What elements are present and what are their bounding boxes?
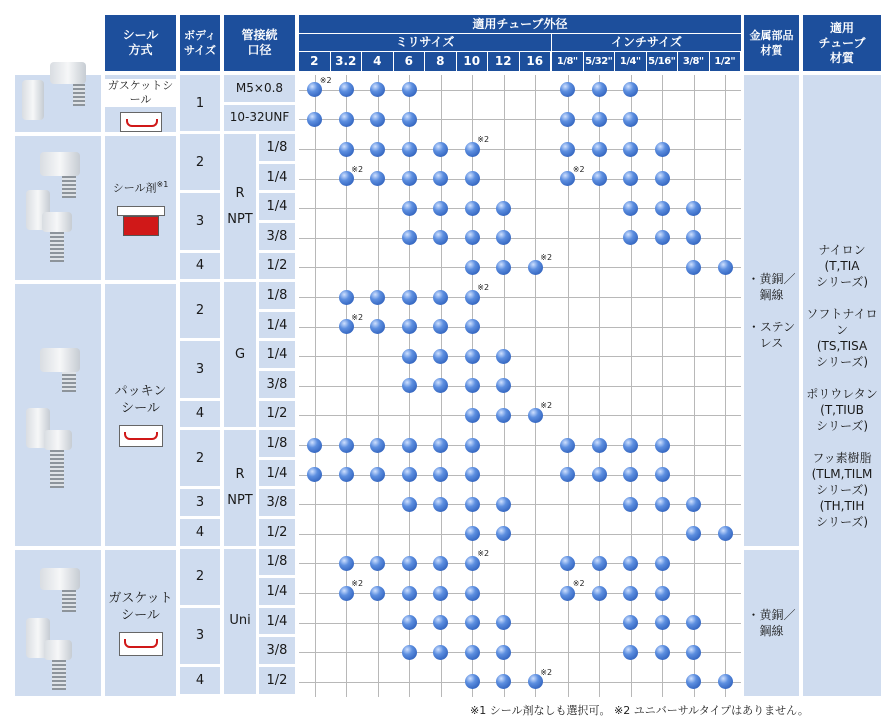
availability-dot	[433, 142, 448, 157]
seal-diagram-icon	[119, 425, 163, 447]
availability-dot	[496, 645, 511, 660]
col-header-inch: 3/8"	[678, 52, 709, 71]
port-size: 1/8	[259, 134, 295, 161]
body-size: 3	[180, 489, 220, 516]
availability-dot	[433, 497, 448, 512]
availability-dot	[655, 467, 670, 482]
availability-dot	[402, 201, 417, 216]
port-size: 1/4	[259, 164, 295, 191]
port-size: 1/8	[259, 282, 295, 309]
availability-dot	[402, 142, 417, 157]
port-size: 1/2	[259, 253, 295, 280]
availability-dot	[402, 467, 417, 482]
availability-dot	[623, 586, 638, 601]
col-header-inch: 5/32"	[584, 52, 615, 71]
col-header-mm: 6	[394, 52, 425, 71]
port-size: 3/8	[259, 223, 295, 250]
availability-dot	[402, 497, 417, 512]
grid-hline	[299, 386, 741, 387]
port-size: 1/4	[259, 193, 295, 220]
footnote-mark: ※2	[540, 401, 553, 411]
availability-dot	[339, 556, 354, 571]
availability-dot	[402, 615, 417, 630]
seal-method-label: パッキン シール	[114, 384, 167, 416]
grid-hline	[299, 208, 741, 209]
availability-dot	[655, 142, 670, 157]
header-body-size: ボディ サイズ	[180, 15, 220, 71]
availability-dot	[496, 349, 511, 364]
availability-dot	[465, 526, 480, 541]
grid-hline	[299, 415, 741, 416]
col-header-mm: 4	[362, 52, 393, 71]
availability-dot	[655, 171, 670, 186]
availability-dot	[465, 467, 480, 482]
availability-dot	[370, 438, 385, 453]
availability-dot	[686, 497, 701, 512]
availability-dot	[718, 526, 733, 541]
grid-hline	[299, 119, 741, 120]
col-header-mm: 3.2	[331, 52, 362, 71]
tube-material: ナイロン (T,TIA シリーズ) ソフトナイロン (TS,TISA シリーズ) ポリウレタン (T,TIUB シリーズ) フッ素樹脂 (TLM,TILM シリーズ) (TH,TIH シリーズ)	[803, 75, 881, 696]
footnote-mark: ※2	[351, 579, 364, 588]
availability-dot	[433, 438, 448, 453]
availability-dot	[465, 497, 480, 512]
availability-dot	[592, 556, 607, 571]
grid-hline	[299, 149, 741, 150]
seal-method-packing	[105, 284, 176, 546]
availability-dot	[655, 438, 670, 453]
availability-dot	[339, 142, 354, 157]
thread-type: R NPT	[224, 134, 256, 279]
availability-dot	[465, 674, 480, 689]
grid-hline	[299, 297, 741, 298]
availability-dot	[592, 467, 607, 482]
port-size: 1/8	[259, 430, 295, 457]
body-size: 2	[180, 282, 220, 338]
body-size: 2	[180, 549, 220, 605]
col-header-mm: 16	[520, 52, 551, 71]
thread-type: G	[224, 282, 256, 427]
availability-dot	[623, 645, 638, 660]
col-header-mm: 8	[425, 52, 456, 71]
availability-dot	[402, 82, 417, 97]
availability-dot	[433, 201, 448, 216]
grid-hline	[299, 179, 741, 180]
availability-dot	[402, 556, 417, 571]
port-size: 1/4	[259, 341, 295, 368]
availability-dot	[433, 290, 448, 305]
availability-dot	[433, 586, 448, 601]
availability-dot	[402, 290, 417, 305]
availability-dot	[496, 201, 511, 216]
availability-dot	[465, 408, 480, 423]
footnote-mark: ※2	[477, 135, 490, 144]
metal-material-2: ・黄銅／ 鋼線	[744, 550, 799, 696]
col-header-mm: 2	[299, 52, 330, 71]
grid-hline	[299, 682, 741, 683]
availability-dot	[560, 438, 575, 453]
availability-dot	[465, 438, 480, 453]
footnote-mark: ※2	[572, 579, 585, 588]
availability-dot	[402, 586, 417, 601]
footnote-mark: ※2	[572, 164, 585, 174]
seal-diagram-icon	[119, 632, 163, 656]
availability-dot	[402, 171, 417, 186]
header-seal-method: シール 方式	[105, 15, 176, 71]
availability-dot	[339, 112, 354, 127]
availability-dot	[718, 260, 733, 275]
seal-diagram-icon	[120, 112, 162, 132]
port-size: 1/2	[259, 519, 295, 546]
port-size: 3/8	[259, 637, 295, 664]
availability-dot	[592, 586, 607, 601]
body-size: 2	[180, 430, 220, 486]
header-port-size: 管接続 口径	[224, 15, 295, 71]
body-size: 3	[180, 193, 220, 249]
grid-hline	[299, 534, 741, 535]
availability-dot	[370, 586, 385, 601]
availability-dot	[433, 645, 448, 660]
port-size: 3/8	[259, 371, 295, 398]
availability-dot	[402, 319, 417, 334]
grid-hline	[299, 475, 741, 476]
availability-dot	[592, 438, 607, 453]
availability-dot	[402, 112, 417, 127]
availability-dot	[402, 230, 417, 245]
availability-dot	[655, 645, 670, 660]
availability-dot	[686, 645, 701, 660]
port-size: 1/4	[259, 312, 295, 339]
availability-dot	[592, 142, 607, 157]
availability-dot	[339, 290, 354, 305]
port-size: 10-32UNF	[224, 105, 295, 132]
thread-type: Uni	[224, 549, 256, 694]
footnote-mark: ※2	[319, 75, 332, 85]
availability-dot	[402, 438, 417, 453]
grid-hline	[299, 652, 741, 653]
footnote: ※1 シール剤なしも選択可。 ※2 ユニバーサルタイプはありません。	[470, 704, 809, 717]
availability-dot	[402, 349, 417, 364]
footnote-mark: ※2	[540, 667, 553, 677]
availability-dot	[402, 645, 417, 660]
grid-hline	[299, 356, 741, 357]
grid-hline	[299, 327, 741, 328]
grid-hline	[299, 563, 741, 564]
availability-dot	[623, 201, 638, 216]
availability-dot	[465, 260, 480, 275]
port-size: 1/4	[259, 608, 295, 635]
col-header-inch: 1/4"	[615, 52, 646, 71]
header-mm-size: ミリサイズ	[299, 34, 551, 51]
col-header-inch: 5/16"	[647, 52, 678, 71]
availability-dot	[465, 319, 480, 334]
grid-hline	[299, 623, 741, 624]
availability-dot	[307, 438, 322, 453]
body-size: 4	[180, 253, 220, 280]
availability-dot	[465, 349, 480, 364]
col-header-inch: 1/2"	[710, 52, 741, 71]
seal-method-label: ガスケットシール	[105, 79, 176, 107]
availability-dot	[560, 142, 575, 157]
footnote-mark: ※2	[351, 312, 364, 322]
port-size: 1/4	[259, 460, 295, 487]
availability-dot	[370, 142, 385, 157]
thread-type: R NPT	[224, 430, 256, 545]
grid-hline	[299, 504, 741, 505]
body-size: 4	[180, 401, 220, 428]
footnote-mark: ※2	[351, 164, 364, 174]
availability-dot	[655, 230, 670, 245]
body-size: 1	[180, 75, 220, 131]
grid-hline	[299, 593, 741, 594]
body-size: 4	[180, 519, 220, 546]
availability-dot	[686, 201, 701, 216]
port-size: 1/8	[259, 549, 295, 576]
header-tube-od: 適用チューブ外径	[299, 15, 741, 33]
availability-dot	[655, 201, 670, 216]
availability-dot	[465, 645, 480, 660]
availability-dot	[655, 586, 670, 601]
availability-dot	[339, 82, 354, 97]
seal-method-label: ガスケット シール	[108, 591, 173, 623]
header-metal-material: 金属部品 材質	[744, 15, 799, 71]
footnote-mark: ※2	[540, 253, 553, 263]
availability-dot	[655, 556, 670, 571]
availability-dot	[592, 171, 607, 186]
availability-dot	[465, 230, 480, 245]
availability-dot	[465, 615, 480, 630]
body-size: 4	[180, 667, 220, 694]
col-header-inch: 1/8"	[552, 52, 583, 71]
body-size: 3	[180, 608, 220, 664]
grid-hline	[299, 445, 741, 446]
seal-diagram-icon	[117, 206, 165, 238]
availability-dot	[465, 586, 480, 601]
header-inch-size: インチサイズ	[552, 34, 741, 51]
availability-dot	[623, 497, 638, 512]
body-size: 3	[180, 341, 220, 397]
availability-dot	[592, 112, 607, 127]
port-size: 1/2	[259, 401, 295, 428]
availability-dot	[623, 438, 638, 453]
port-size: 1/4	[259, 578, 295, 605]
availability-dot	[339, 438, 354, 453]
header-tube-material: 適用 チューブ 材質	[803, 15, 881, 71]
availability-dot	[370, 290, 385, 305]
grid-hline	[299, 267, 741, 268]
port-size: 1/2	[259, 667, 295, 694]
availability-dot	[465, 378, 480, 393]
col-header-mm: 10	[457, 52, 488, 71]
seal-method-gasket-1	[105, 75, 176, 132]
port-size: M5×0.8	[224, 75, 295, 102]
metal-material-1: ・黄銅／ 鋼線 ・ステンレス	[744, 75, 799, 546]
body-size: 2	[180, 134, 220, 190]
footnote-mark: ※2	[477, 283, 490, 292]
seal-method-sealant	[105, 136, 176, 280]
availability-dot	[433, 349, 448, 364]
availability-dot	[718, 674, 733, 689]
availability-dot	[592, 82, 607, 97]
availability-dot	[402, 378, 417, 393]
col-header-mm: 12	[488, 52, 519, 71]
seal-method-label: シール剤$^{※1}$	[112, 180, 169, 195]
port-size: 3/8	[259, 489, 295, 516]
seal-method-gasket-2	[105, 550, 176, 696]
availability-dot	[655, 497, 670, 512]
availability-dot	[623, 142, 638, 157]
availability-dot	[465, 201, 480, 216]
availability-dot	[339, 467, 354, 482]
grid-hline	[299, 238, 741, 239]
grid-hline	[299, 90, 741, 91]
availability-dot	[655, 615, 670, 630]
availability-dot	[496, 497, 511, 512]
footnote-mark: ※2	[477, 549, 490, 559]
availability-dot	[465, 171, 480, 186]
